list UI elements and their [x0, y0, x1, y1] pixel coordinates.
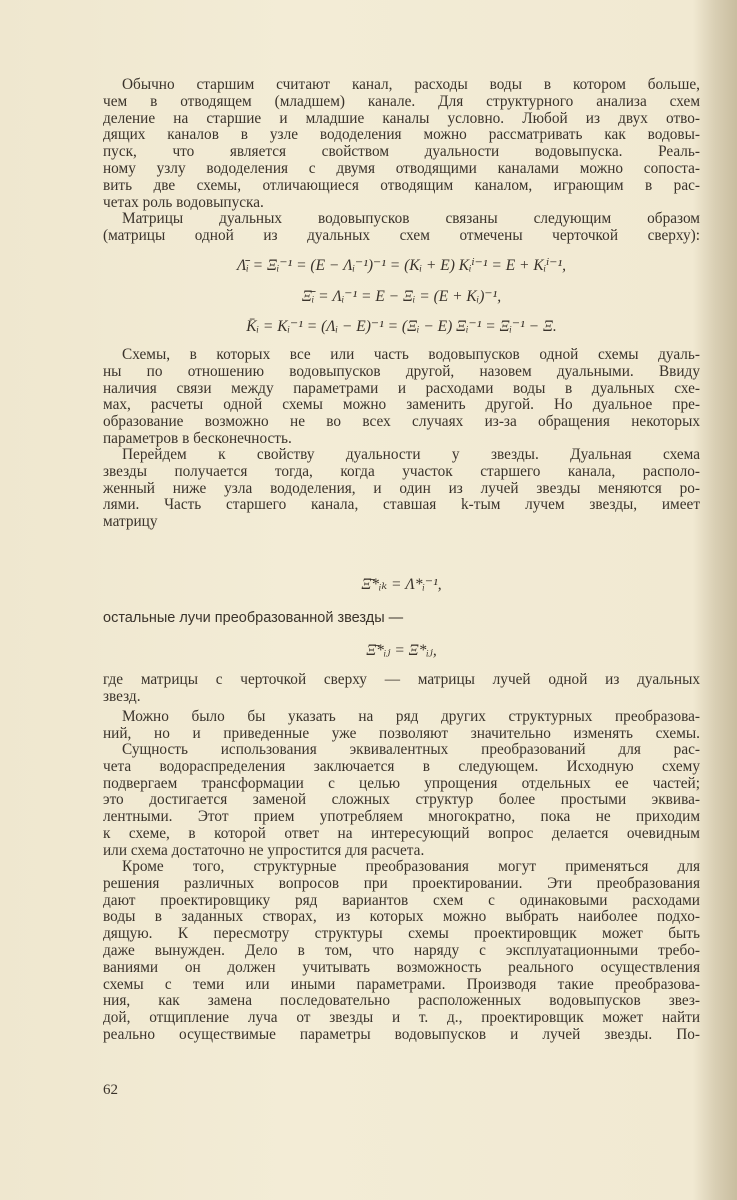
text-line: лями. Часть старшего канала, ставшая k-тым лучем звезды, имеет [103, 496, 700, 514]
text-line: звезд. [103, 687, 141, 705]
text-line: женный ниже узла вододеления, и один из лучей звезды меняются ро- [103, 479, 700, 497]
formula-1: Λ̄ᵢ = Ξᵢ⁻¹ = (E − Λᵢ⁻¹)⁻¹ = (Kᵢ + E) Kᵢⁱ⁻¹ = E + Kᵢⁱ⁻¹, [236, 257, 566, 274]
paragraph-8 [103, 742, 700, 860]
text-line: ний, но и приведенные уже позволяют значительно изменять схемы. [103, 724, 700, 742]
text-line: чем в отводящем (младшем) канале. Для структурного анализа схем [103, 92, 700, 110]
text-line: воды в заданных створах, из которых можно выбрать наиболее подхо- [103, 908, 700, 926]
text-line: вить две схемы, отличающиеся отводящим каналом, играющим в рас- [103, 176, 700, 194]
text-line: Схемы, в которых все или часть водовыпусков одной схемы дуаль- [122, 346, 700, 363]
text-line: подвергаем трансформации с целью упрощения отдельных ее частей; [103, 774, 700, 792]
text-line: (матрицы одной из дуальных схем отмечены черточкой сверху): [103, 226, 700, 244]
formula-3: K̄ᵢ = Kᵢ⁻¹ = (Λᵢ − E)⁻¹ = (Ξᵢ − E) Ξᵢ⁻¹ = Ξᵢ⁻¹ − Ξ. [246, 318, 557, 335]
text-line: звезды получается тогда, когда участок старшего канала, располо- [103, 462, 700, 480]
text-line: ны по отношению водовыпусков другой, назовем дуальными. Ввиду [103, 362, 700, 380]
text-line: чета водораспределения заключается в следующем. Исходную схему [103, 757, 700, 775]
text-line: или схема достаточно не упростится для расчета. [103, 841, 425, 859]
paragraph-6 [103, 672, 700, 706]
text-line: ваниями он должен учитывать возможность реального осуществления [103, 958, 700, 976]
text-line: образование возможно не во всех случаях из-за обращения некоторых [103, 413, 700, 431]
text-line: лентными. Этот прием употребляем многократно, пока не приходим [103, 808, 700, 826]
formula-4: Ξ̄*ᵢₖ = Λ*ᵢ⁻¹, [361, 576, 442, 593]
text-line: ному узлу вододеления с двумя отводящими каналами можно сопоста- [103, 159, 700, 177]
text-line: Перейдем к свойству дуальности у звезды. Дуальная схема [122, 446, 700, 463]
text-line: четах роль водовыпуска. [103, 193, 264, 211]
text-line: матрицу [103, 513, 158, 531]
text-line: дящую. К пересмотру структуры схемы проектировщик может быть [103, 925, 700, 943]
formula-2: Ξ̄ᵢ = Λᵢ⁻¹ = E − Ξᵢ = (E + Kᵢ)⁻¹, [301, 288, 502, 305]
paragraph-2 [103, 211, 700, 245]
text-line: дой, отщипление луча от звезды и т. д., проектировщик может найти [103, 1009, 700, 1027]
text-line: даже вынужден. Дело в том, что наряду с эксплуатационными требо- [103, 941, 700, 959]
paragraph-7 [103, 709, 700, 743]
text-line: к схеме, в которой ответ на интересующий вопрос делается очевидным [103, 824, 700, 842]
text-line: схемы с теми или иными параметрами. Производя такие преобразова- [103, 975, 700, 993]
text-line: мах, расчеты одной схемы можно заменить другой. Но дуальное пре- [103, 396, 700, 414]
paragraph-9 [103, 859, 700, 1044]
text-line: остальные лучи преобразованной звезды — [103, 610, 404, 626]
formula-5: Ξ̄*ᵢⱼ = Ξ*ᵢⱼ, [366, 642, 437, 659]
text-line: реально осуществимые параметры водовыпусков и лучей звезды. По- [103, 1025, 700, 1043]
text-line: это достигается заменой сложных структур более простыми эквива- [103, 791, 700, 809]
text-line: Можно было бы указать на ряд других структурных преобразова- [122, 708, 700, 725]
paragraph-4 [103, 447, 700, 531]
text-line: Матрицы дуальных водовыпусков связаны следующим образом [122, 210, 700, 227]
text-line: дящих каналов в узле вододеления можно рассматривать как водовы- [103, 126, 700, 144]
paragraph-5 [103, 610, 700, 627]
text-line: ния, как замена последовательно расположенных водовыпусков звез- [103, 992, 700, 1010]
text-line: Сущность использования эквивалентных преобразований для рас- [122, 741, 700, 758]
text-line: деление на старшие и младшие каналы условно. Любой из двух отво- [103, 109, 700, 127]
paragraph-1 [103, 77, 700, 211]
page-number: 62 [103, 1082, 118, 1098]
text-line: дают проектировщику ряд вариантов схем с одинаковыми расходами [103, 891, 700, 909]
text-line: пуск, что является свойством дуальности водовыпуска. Реаль- [103, 143, 700, 161]
paragraph-3 [103, 347, 700, 448]
text-line: где матрицы с черточкой сверху — матрицы лучей одной из дуальных [103, 671, 700, 688]
text-line: наличия связи между параметрами и расходами воды в дуальных схе- [103, 379, 700, 397]
text-line: решения различных вопросов при проектировании. Эти преобразования [103, 874, 700, 892]
text-line: параметров в бесконечность. [103, 429, 292, 447]
text-line: Кроме того, структурные преобразования могут применяться для [122, 858, 700, 875]
text-line: Обычно старшим считают канал, расходы воды в котором больше, [122, 76, 700, 93]
